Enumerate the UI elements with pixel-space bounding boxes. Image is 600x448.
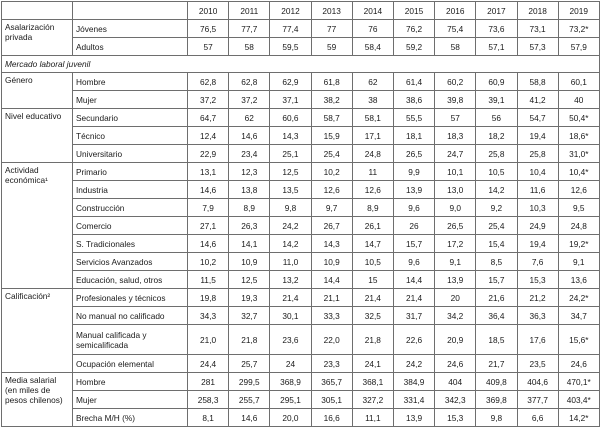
value-cell: 34,2 — [435, 307, 476, 325]
section-row — [2, 56, 600, 73]
value-cell: 24,9 — [517, 217, 558, 235]
value-cell: 26,7 — [311, 217, 352, 235]
value-cell: 368,1 — [352, 373, 393, 391]
row-label: Universitario — [73, 145, 188, 163]
year-header: 2012 — [270, 2, 311, 20]
value-cell: 12,6 — [311, 181, 352, 199]
value-cell: 9,0 — [435, 199, 476, 217]
value-cell: 9,9 — [393, 163, 434, 181]
value-cell: 39,1 — [476, 91, 517, 109]
table-row — [2, 145, 600, 163]
value-cell: 7,6 — [517, 253, 558, 271]
value-cell: 18,2 — [476, 127, 517, 145]
value-cell: 21,4 — [270, 289, 311, 307]
value-cell: 18,6* — [558, 127, 599, 145]
value-cell: 15,7 — [393, 235, 434, 253]
value-cell: 21,2 — [517, 289, 558, 307]
value-cell: 25,4 — [311, 145, 352, 163]
value-cell: 19,2* — [558, 235, 599, 253]
value-cell: 15,6* — [558, 325, 599, 355]
value-cell: 11,0 — [270, 253, 311, 271]
value-cell: 23,5 — [517, 355, 558, 373]
value-cell: 58,8 — [517, 73, 558, 91]
value-cell: 299,5 — [229, 373, 270, 391]
value-cell: 25,8 — [476, 145, 517, 163]
table-row — [2, 181, 600, 199]
value-cell: 8,1 — [188, 409, 229, 427]
table-row — [2, 217, 600, 235]
value-cell: 37,2 — [229, 91, 270, 109]
year-header: 2013 — [311, 2, 352, 20]
row-label: Brecha M/H (%) — [73, 409, 188, 427]
value-cell: 31,7 — [393, 307, 434, 325]
value-cell: 77,4 — [270, 20, 311, 38]
header-corner-empty — [2, 2, 73, 20]
year-header: 2019 — [558, 2, 599, 20]
value-cell: 281 — [188, 373, 229, 391]
value-cell: 21,0 — [188, 325, 229, 355]
category-label: Calificación² — [2, 289, 73, 373]
value-cell: 12,6 — [558, 181, 599, 199]
value-cell: 12,5 — [270, 163, 311, 181]
value-cell: 20,9 — [435, 325, 476, 355]
value-cell: 17,1 — [352, 127, 393, 145]
value-cell: 14,7 — [352, 235, 393, 253]
value-cell: 13,9 — [393, 181, 434, 199]
value-cell: 23,6 — [270, 325, 311, 355]
value-cell: 60,2 — [435, 73, 476, 91]
value-cell: 37,2 — [188, 91, 229, 109]
value-cell: 62,8 — [229, 73, 270, 91]
value-cell: 25,8 — [517, 145, 558, 163]
value-cell: 10,1 — [435, 163, 476, 181]
value-cell: 8,5 — [476, 253, 517, 271]
row-label: Primario — [73, 163, 188, 181]
value-cell: 60,6 — [270, 109, 311, 127]
table-row — [2, 373, 600, 391]
value-cell: 10,2 — [311, 163, 352, 181]
value-cell: 9,8 — [476, 409, 517, 427]
header-row — [2, 2, 600, 20]
value-cell: 34,3 — [188, 307, 229, 325]
header-subcategory-empty — [73, 2, 188, 20]
value-cell: 21,8 — [352, 325, 393, 355]
value-cell: 14,1 — [229, 235, 270, 253]
value-cell: 17,6 — [517, 325, 558, 355]
value-cell: 36,4 — [476, 307, 517, 325]
data-table — [1, 1, 600, 427]
value-cell: 20,0 — [270, 409, 311, 427]
row-label: Servicios Avanzados — [73, 253, 188, 271]
value-cell: 57,1 — [476, 38, 517, 56]
value-cell: 14,4 — [393, 271, 434, 289]
row-label: Profesionales y técnicos — [73, 289, 188, 307]
value-cell: 10,2 — [188, 253, 229, 271]
table-row — [2, 127, 600, 145]
row-label: Educación, salud, otros — [73, 271, 188, 289]
table-row — [2, 271, 600, 289]
value-cell: 75,4 — [435, 20, 476, 38]
value-cell: 59,5 — [270, 38, 311, 56]
value-cell: 56 — [476, 109, 517, 127]
year-header: 2014 — [352, 2, 393, 20]
value-cell: 12,6 — [352, 181, 393, 199]
value-cell: 13,0 — [435, 181, 476, 199]
value-cell: 14,6 — [188, 235, 229, 253]
value-cell: 62 — [229, 109, 270, 127]
table-row — [2, 289, 600, 307]
value-cell: 22,0 — [311, 325, 352, 355]
value-cell: 39,8 — [435, 91, 476, 109]
value-cell: 77,7 — [229, 20, 270, 38]
value-cell: 13,6 — [558, 271, 599, 289]
value-cell: 305,1 — [311, 391, 352, 409]
value-cell: 23,4 — [229, 145, 270, 163]
value-cell: 11 — [352, 163, 393, 181]
table-row — [2, 199, 600, 217]
value-cell: 409,8 — [476, 373, 517, 391]
value-cell: 9,1 — [435, 253, 476, 271]
value-cell: 73,2* — [558, 20, 599, 38]
value-cell: 57,3 — [517, 38, 558, 56]
value-cell: 18,5 — [476, 325, 517, 355]
value-cell: 19,3 — [229, 289, 270, 307]
value-cell: 18,1 — [393, 127, 434, 145]
value-cell: 404 — [435, 373, 476, 391]
value-cell: 12,4 — [188, 127, 229, 145]
value-cell: 38,2 — [311, 91, 352, 109]
row-label: Secundario — [73, 109, 188, 127]
value-cell: 26,3 — [229, 217, 270, 235]
value-cell: 62,8 — [188, 73, 229, 91]
value-cell: 14,6 — [229, 127, 270, 145]
value-cell: 8,9 — [229, 199, 270, 217]
value-cell: 58 — [229, 38, 270, 56]
value-cell: 21,6 — [476, 289, 517, 307]
value-cell: 17,2 — [435, 235, 476, 253]
value-cell: 384,9 — [393, 373, 434, 391]
value-cell: 57 — [435, 109, 476, 127]
category-label: Media salarial (en miles de pesos chilenos) — [2, 373, 73, 427]
value-cell: 59,2 — [393, 38, 434, 56]
value-cell: 10,5 — [476, 163, 517, 181]
category-label: Género — [2, 73, 73, 109]
value-cell: 59 — [311, 38, 352, 56]
value-cell: 26 — [393, 217, 434, 235]
value-cell: 41,2 — [517, 91, 558, 109]
value-cell: 24,2* — [558, 289, 599, 307]
year-header: 2010 — [188, 2, 229, 20]
value-cell: 15 — [352, 271, 393, 289]
table-body — [2, 20, 600, 427]
value-cell: 11,6 — [517, 181, 558, 199]
value-cell: 31,0* — [558, 145, 599, 163]
row-label: Construcción — [73, 199, 188, 217]
table-row — [2, 235, 600, 253]
value-cell: 11,1 — [352, 409, 393, 427]
value-cell: 9,5 — [558, 199, 599, 217]
value-cell: 24,4 — [188, 355, 229, 373]
value-cell: 21,7 — [476, 355, 517, 373]
value-cell: 13,9 — [393, 409, 434, 427]
value-cell: 73,6 — [476, 20, 517, 38]
value-cell: 9,6 — [393, 199, 434, 217]
row-label: S. Tradicionales — [73, 235, 188, 253]
value-cell: 57,9 — [558, 38, 599, 56]
value-cell: 64,7 — [188, 109, 229, 127]
category-label: Actividad económica¹ — [2, 163, 73, 289]
value-cell: 76,5 — [188, 20, 229, 38]
value-cell: 19,4 — [517, 235, 558, 253]
value-cell: 24,6 — [435, 355, 476, 373]
table-row — [2, 307, 600, 325]
value-cell: 10,4 — [517, 163, 558, 181]
value-cell: 403,4* — [558, 391, 599, 409]
value-cell: 37,1 — [270, 91, 311, 109]
value-cell: 19,8 — [188, 289, 229, 307]
year-header: 2011 — [229, 2, 270, 20]
value-cell: 10,3 — [517, 199, 558, 217]
value-cell: 9,8 — [270, 199, 311, 217]
year-header: 2017 — [476, 2, 517, 20]
value-cell: 25,1 — [270, 145, 311, 163]
category-label: Nivel educativo — [2, 109, 73, 163]
value-cell: 10,9 — [311, 253, 352, 271]
value-cell: 15,3 — [435, 409, 476, 427]
value-cell: 26,5 — [435, 217, 476, 235]
value-cell: 26,5 — [393, 145, 434, 163]
value-cell: 13,2 — [270, 271, 311, 289]
value-cell: 32,5 — [352, 307, 393, 325]
value-cell: 13,1 — [188, 163, 229, 181]
row-label: Industria — [73, 181, 188, 199]
table-row — [2, 38, 600, 56]
value-cell: 13,9 — [435, 271, 476, 289]
value-cell: 14,2* — [558, 409, 599, 427]
value-cell: 54,7 — [517, 109, 558, 127]
row-label: Hombre — [73, 373, 188, 391]
value-cell: 368,9 — [270, 373, 311, 391]
year-header: 2015 — [393, 2, 434, 20]
value-cell: 24,1 — [352, 355, 393, 373]
value-cell: 60,1 — [558, 73, 599, 91]
value-cell: 30,1 — [270, 307, 311, 325]
table-row — [2, 409, 600, 427]
value-cell: 13,8 — [229, 181, 270, 199]
value-cell: 50,4* — [558, 109, 599, 127]
value-cell: 77 — [311, 20, 352, 38]
value-cell: 9,6 — [393, 253, 434, 271]
value-cell: 27,1 — [188, 217, 229, 235]
value-cell: 10,5 — [352, 253, 393, 271]
value-cell: 15,9 — [311, 127, 352, 145]
value-cell: 14,6 — [188, 181, 229, 199]
value-cell: 24,2 — [393, 355, 434, 373]
row-label: No manual no calificado — [73, 307, 188, 325]
value-cell: 11,5 — [188, 271, 229, 289]
value-cell: 21,1 — [311, 289, 352, 307]
value-cell: 34,7 — [558, 307, 599, 325]
value-cell: 23,3 — [311, 355, 352, 373]
value-cell: 21,4 — [393, 289, 434, 307]
row-label: Hombre — [73, 73, 188, 91]
value-cell: 24,8 — [352, 145, 393, 163]
value-cell: 60,9 — [476, 73, 517, 91]
value-cell: 8,9 — [352, 199, 393, 217]
value-cell: 58,7 — [311, 109, 352, 127]
value-cell: 25,4 — [476, 217, 517, 235]
table-row — [2, 73, 600, 91]
value-cell: 38,6 — [393, 91, 434, 109]
row-label: Técnico — [73, 127, 188, 145]
table-row — [2, 391, 600, 409]
value-cell: 14,4 — [311, 271, 352, 289]
table-row — [2, 163, 600, 181]
value-cell: 62 — [352, 73, 393, 91]
value-cell: 12,5 — [229, 271, 270, 289]
value-cell: 10,4* — [558, 163, 599, 181]
value-cell: 9,1 — [558, 253, 599, 271]
value-cell: 369,8 — [476, 391, 517, 409]
value-cell: 12,3 — [229, 163, 270, 181]
table-row — [2, 325, 600, 355]
value-cell: 14,2 — [476, 181, 517, 199]
value-cell: 25,7 — [229, 355, 270, 373]
table-row — [2, 91, 600, 109]
value-cell: 26,1 — [352, 217, 393, 235]
value-cell: 76 — [352, 20, 393, 38]
value-cell: 61,8 — [311, 73, 352, 91]
value-cell: 24 — [270, 355, 311, 373]
value-cell: 58 — [435, 38, 476, 56]
value-cell: 295,1 — [270, 391, 311, 409]
value-cell: 18,3 — [435, 127, 476, 145]
value-cell: 22,6 — [393, 325, 434, 355]
value-cell: 327,2 — [352, 391, 393, 409]
value-cell: 24,7 — [435, 145, 476, 163]
value-cell: 21,8 — [229, 325, 270, 355]
value-cell: 24,8 — [558, 217, 599, 235]
value-cell: 15,7 — [476, 271, 517, 289]
value-cell: 255,7 — [229, 391, 270, 409]
value-cell: 57 — [188, 38, 229, 56]
value-cell: 38 — [352, 91, 393, 109]
value-cell: 32,7 — [229, 307, 270, 325]
table-row — [2, 355, 600, 373]
value-cell: 331,4 — [393, 391, 434, 409]
year-header: 2016 — [435, 2, 476, 20]
value-cell: 15,3 — [517, 271, 558, 289]
value-cell: 33,3 — [311, 307, 352, 325]
value-cell: 73,1 — [517, 20, 558, 38]
value-cell: 10,9 — [229, 253, 270, 271]
row-label: Adultos — [73, 38, 188, 56]
value-cell: 14,3 — [270, 127, 311, 145]
value-cell: 40 — [558, 91, 599, 109]
table-row — [2, 109, 600, 127]
value-cell: 6,6 — [517, 409, 558, 427]
value-cell: 58,4 — [352, 38, 393, 56]
value-cell: 377,7 — [517, 391, 558, 409]
value-cell: 14,6 — [229, 409, 270, 427]
value-cell: 342,3 — [435, 391, 476, 409]
value-cell: 470,1* — [558, 373, 599, 391]
row-label: Mujer — [73, 91, 188, 109]
value-cell: 21,4 — [352, 289, 393, 307]
row-label: Ocupación elemental — [73, 355, 188, 373]
table-row — [2, 20, 600, 38]
value-cell: 13,5 — [270, 181, 311, 199]
value-cell: 16,6 — [311, 409, 352, 427]
value-cell: 365,7 — [311, 373, 352, 391]
table-row — [2, 253, 600, 271]
value-cell: 24,6 — [558, 355, 599, 373]
value-cell: 58,1 — [352, 109, 393, 127]
value-cell: 14,3 — [311, 235, 352, 253]
value-cell: 9,2 — [476, 199, 517, 217]
value-cell: 76,2 — [393, 20, 434, 38]
value-cell: 258,3 — [188, 391, 229, 409]
value-cell: 61,4 — [393, 73, 434, 91]
row-label: Mujer — [73, 391, 188, 409]
value-cell: 7,9 — [188, 199, 229, 217]
value-cell: 19,4 — [517, 127, 558, 145]
value-cell: 9,7 — [311, 199, 352, 217]
year-header: 2018 — [517, 2, 558, 20]
value-cell: 20 — [435, 289, 476, 307]
value-cell: 62,9 — [270, 73, 311, 91]
value-cell: 15,4 — [476, 235, 517, 253]
row-label: Jóvenes — [73, 20, 188, 38]
value-cell: 55,5 — [393, 109, 434, 127]
value-cell: 22,9 — [188, 145, 229, 163]
row-label: Manual calificada y semicalificada — [73, 325, 188, 355]
value-cell: 404,6 — [517, 373, 558, 391]
section-title: Mercado laboral juvenil — [2, 56, 600, 73]
category-label: Asalarización privada — [2, 20, 73, 56]
value-cell: 24,2 — [270, 217, 311, 235]
row-label: Comercio — [73, 217, 188, 235]
value-cell: 14,2 — [270, 235, 311, 253]
value-cell: 36,3 — [517, 307, 558, 325]
